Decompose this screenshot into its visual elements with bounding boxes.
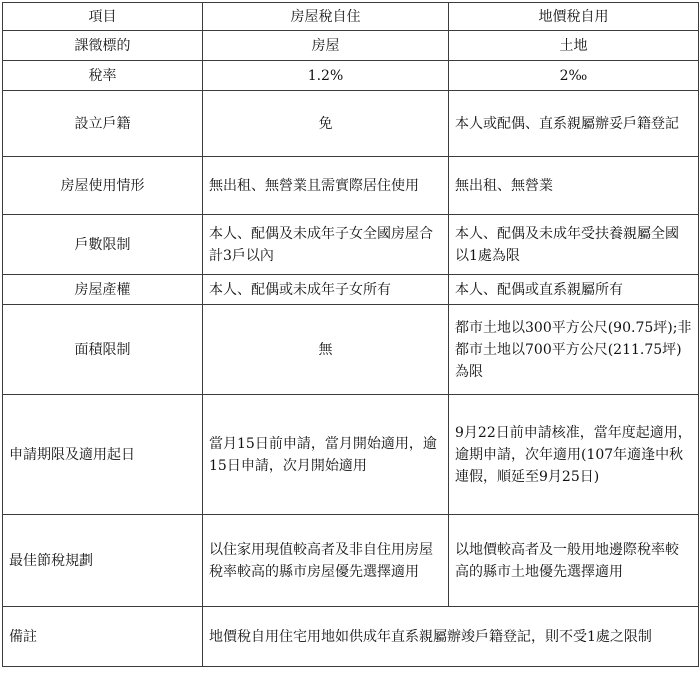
land-cell: 土地 [449,31,699,61]
row-label: 面積限制 [3,305,203,395]
house-cell: 無 [203,305,449,395]
remark-label: 備註 [3,607,203,667]
tax-comparison-table [2,2,699,667]
house-cell: 本人、配偶或未成年子女所有 [203,275,449,305]
house-cell: 房屋 [203,31,449,61]
table-row [3,275,699,305]
land-cell: 本人、配偶及未成年受扶養親屬全國以1處為限 [449,215,699,275]
land-cell: 以地價較高者及一般用地邊際稅率較高的縣市土地優先選擇適用 [449,515,699,607]
remark-row [3,607,699,667]
land-cell: 本人、配偶或直系親屬所有 [449,275,699,305]
table-row [3,305,699,395]
table-row [3,61,699,91]
land-cell: 本人或配偶、直系親屬辦妥戶籍登記 [449,91,699,157]
land-cell: 2‰ [449,61,699,91]
header-item: 項目 [3,3,203,31]
row-label: 房屋產權 [3,275,203,305]
row-label: 申請期限及適用起日 [3,395,203,515]
land-cell: 無出租、無營業 [449,157,699,215]
table-row [3,395,699,515]
header-house-tax: 房屋稅自住 [203,3,449,31]
land-cell: 9月22日前申請核准，當年度起適用，逾期申請，次年適用(107年適逢中秋連假，順延至9月25日) [449,395,699,515]
house-cell: 以住家用現值較高者及非自住用房屋稅率較高的縣市房屋優先選擇適用 [203,515,449,607]
row-label: 最佳節稅規劃 [3,515,203,607]
remark-text: 地價稅自用住宅用地如供成年直系親屬辦竣戶籍登記，則不受1處之限制 [203,607,699,667]
table-row [3,157,699,215]
header-land-tax: 地價稅自用 [449,3,699,31]
table-row [3,515,699,607]
house-cell: 本人、配偶及未成年子女全國房屋合計3戶以內 [203,215,449,275]
house-cell: 1.2% [203,61,449,91]
row-label: 稅率 [3,61,203,91]
land-cell: 都市土地以300平方公尺(90.75坪);非都市土地以700平方公尺(211.75坪)為限 [449,305,699,395]
table-row [3,215,699,275]
house-cell: 當月15日前申請，當月開始適用，逾15日申請，次月開始適用 [203,395,449,515]
house-cell: 無出租、無營業且需實際居住使用 [203,157,449,215]
row-label: 設立戶籍 [3,91,203,157]
row-label: 課徵標的 [3,31,203,61]
row-label: 房屋使用情形 [3,157,203,215]
table-row [3,91,699,157]
table-header-row [3,3,699,31]
house-cell: 免 [203,91,449,157]
table-row [3,31,699,61]
row-label: 戶數限制 [3,215,203,275]
